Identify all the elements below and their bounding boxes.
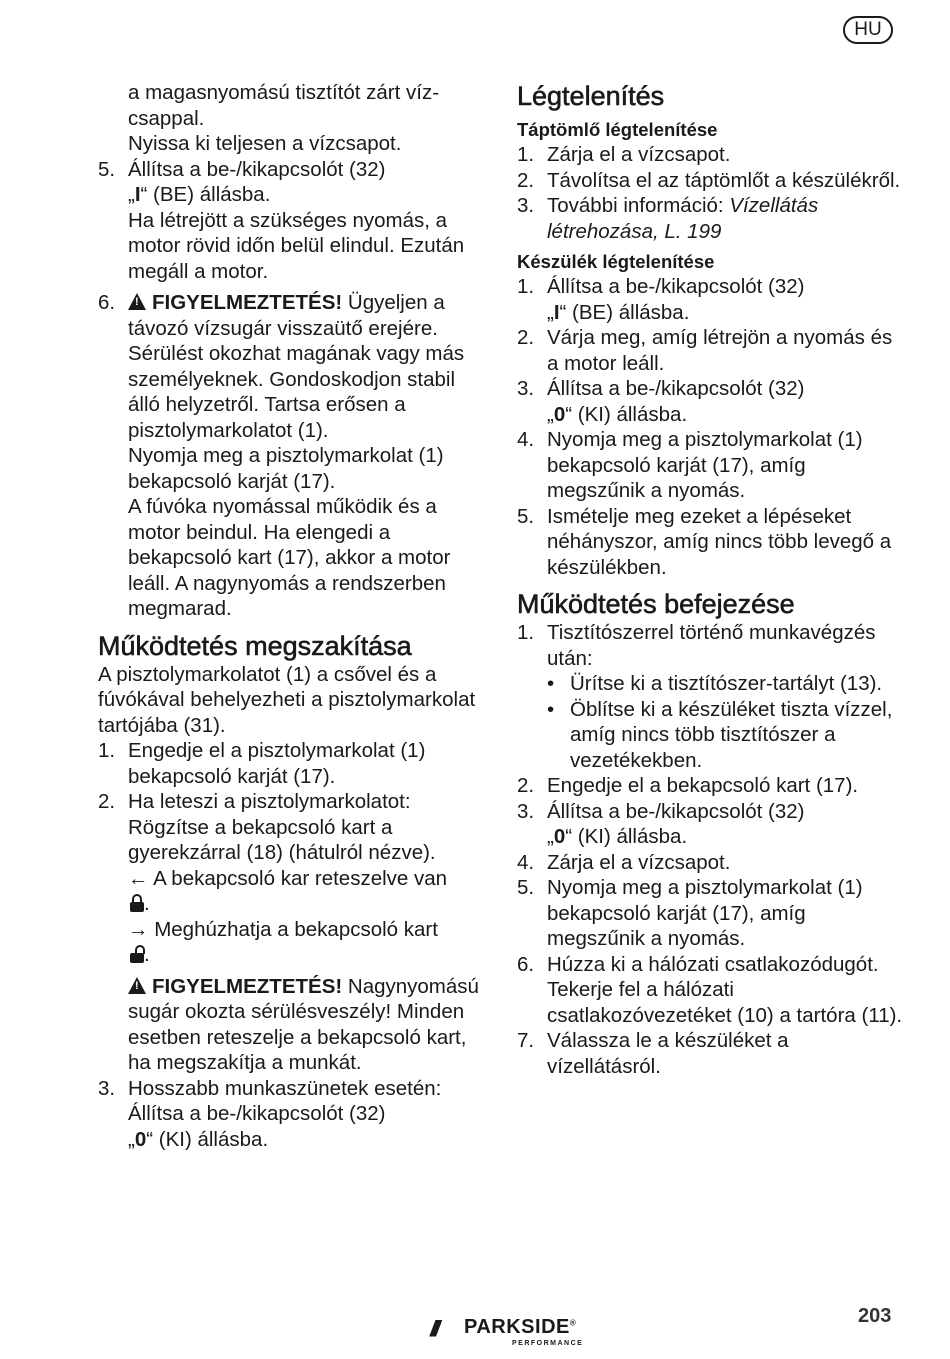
item-number: 6. xyxy=(98,291,116,314)
item-text: Nyomja meg a pisztolymarkolat (1) bekapcsoló karját (17), amíg megszűnik a nyomás. xyxy=(547,876,863,950)
item-number: 7. xyxy=(517,1029,535,1052)
item-text: Engedje el a bekapcsoló kart (17). xyxy=(547,774,859,797)
item-number: 3. xyxy=(98,1076,116,1100)
item-text: Engedje el a pisztolymarkolat (1) bekapcsoló karját (17). xyxy=(128,739,426,788)
list-item xyxy=(98,1076,486,1153)
list-item xyxy=(517,274,905,325)
item-text: Zárja el a vízcsapot. xyxy=(547,850,731,874)
item-text: Ismételje meg ezeket a lépéseket néhányszor, amíg nincs több levegő a készülékben. xyxy=(547,504,892,579)
item-number: 3. xyxy=(517,377,535,400)
list-item xyxy=(517,1028,905,1079)
item-text: Nyomja meg a pisztolymarkolat (1) bekapcsoló karját (17), amíg megszűnik a nyomás. xyxy=(547,428,863,502)
list-item xyxy=(98,157,486,285)
item-text: Hosszabb munkaszünetek esetén: Állítsa a be-/kikapcsolót (32) „0“ (KI) állásba. xyxy=(128,1076,442,1151)
item-number: 6. xyxy=(517,952,535,976)
list-item xyxy=(98,738,486,789)
language-code: HU xyxy=(854,19,882,40)
item-number: 5. xyxy=(517,504,535,528)
parkside-logo xyxy=(430,1313,630,1349)
item-text: Állítsa a be-/kikapcsolót (32) „I“ (BE) állásba. xyxy=(547,275,805,324)
section-heading: Működtetés megszakítása xyxy=(98,630,412,661)
list-item xyxy=(517,168,905,194)
item-number: 3. xyxy=(517,194,535,217)
logo-subtitle: PERFORMANCE xyxy=(512,1340,584,1347)
list-item xyxy=(517,193,905,244)
item-text: A fúvóka nyomással működik és a motor beindul. Ha elengedi a bekapcsoló kart (17), akkor a motor leáll. A nagynyomás a rendszerben megmarad. xyxy=(128,495,451,620)
item-number: 1. xyxy=(517,275,535,298)
list-item xyxy=(517,875,905,952)
item-number: 4. xyxy=(517,428,535,451)
lock-note: ← A bekapcsoló kar reteszelve van . xyxy=(128,866,448,915)
item-number: 1. xyxy=(517,621,535,644)
item-text: Nyomja meg a pisztolymarkolat (1) bekapcsoló karját (17). xyxy=(128,444,444,493)
paragraph: a magasnyomású tisztítót zárt víz-csappal. xyxy=(128,81,440,130)
item-text: Távolítsa el az táptömlőt a készülékről. xyxy=(547,168,901,192)
list-item xyxy=(98,290,486,622)
bullet-icon: • xyxy=(547,672,555,695)
list-item xyxy=(517,427,905,504)
item-text: Ha leteszi a pisztolymarkolatot: Rögzítse a bekapcsoló kart a gyerekzárral (18) (hátulról nézve). xyxy=(128,790,436,864)
list-item xyxy=(517,799,905,850)
list-item xyxy=(517,325,905,376)
item-number: 1. xyxy=(517,143,535,166)
logo-slashes: /// xyxy=(430,1316,437,1341)
lock-closed-icon xyxy=(130,902,144,912)
right-column xyxy=(517,80,905,1079)
list-item xyxy=(517,376,905,427)
warning-icon xyxy=(128,977,146,994)
item-number: 5. xyxy=(98,157,116,181)
section-heading: Légtelenítés xyxy=(517,81,665,111)
bullet-icon: • xyxy=(547,697,555,721)
warning-text: !FIGYELMEZTETÉS! Nagynyomású sugár okozta sérülésveszély! Minden esetben reteszelje a bekapcsoló kart, ha megszakítja a munkát. xyxy=(128,974,486,1076)
paragraph: Nyissa ki teljesen a vízcsapot. xyxy=(128,132,402,155)
warning-text: ! FIGYELMEZTETÉS! Ügyeljen a távozó vízsugár visszaütő erejére. Sérülést okozhat magának vagy más személyeknek. Gondoskodjon stabil álló helyzetről. Tartsa erősen a pisztolymarkolatot (1). xyxy=(128,290,486,443)
list-item xyxy=(517,773,905,799)
warning-icon xyxy=(128,293,146,310)
unlock-note: → Meghúzhatja a bekapcsoló kart . xyxy=(128,917,438,966)
item-number: 3. xyxy=(517,799,535,823)
arrow-right-icon: → xyxy=(128,917,149,941)
item-number: 5. xyxy=(517,876,535,899)
item-number: 1. xyxy=(98,739,116,762)
item-number: 2. xyxy=(98,790,116,813)
item-text: Állítsa a be-/kikapcsolót (32) „0“ (KI) állásba. xyxy=(547,799,805,848)
item-text: További információ: Vízellátás létrehozása, L. 199 xyxy=(547,194,819,243)
item-text: Húzza ki a hálózati csatlakozódugót. Tekerje fel a hálózati csatlakozóvezetéket (10) a tartóra (11). xyxy=(547,952,903,1027)
logo-brand: PARKSIDE® xyxy=(464,1316,577,1338)
item-text: Zárja el a vízcsapot. xyxy=(547,143,731,166)
list-item xyxy=(517,850,905,876)
item-text: Tisztítószerrel történő munkavégzés után: xyxy=(547,621,876,670)
lock-open-icon xyxy=(130,953,144,963)
list-item xyxy=(517,620,905,671)
language-badge xyxy=(843,16,893,44)
subsection-heading: Készülék légtelenítése xyxy=(517,251,715,272)
item-text: Ha létrejött a szükséges nyomás, a motor rövid időn belül elindul. Ezután megáll a motor. xyxy=(128,208,465,283)
item-number: 2. xyxy=(517,326,535,349)
list-item xyxy=(98,789,486,1076)
cross-reference[interactable]: Vízellátás létrehozása, L. 199 xyxy=(547,194,819,243)
bullet-item xyxy=(517,697,905,774)
list-item xyxy=(517,504,905,581)
item-text: Állítsa a be-/kikapcsolót (32) „0“ (KI) állásba. xyxy=(547,377,805,426)
item-number: 4. xyxy=(517,850,535,874)
left-column xyxy=(98,80,486,1152)
item-text: Várja meg, amíg létrejön a nyomás és a motor leáll. xyxy=(547,326,893,375)
item-text: Öblítse ki a készüléket tiszta vízzel, amíg nincs több tisztítószer a vezetékekben. xyxy=(570,697,893,772)
item-text: Ürítse ki a tisztítószer-tartályt (13). xyxy=(570,672,883,695)
paragraph: A pisztolymarkolatot (1) a csővel és a fúvókával behelyezheti a pisztolymarkolat tartójába (31). xyxy=(98,662,476,737)
list-item xyxy=(517,952,905,1029)
section-heading: Működtetés befejezése xyxy=(517,589,795,619)
item-number: 2. xyxy=(517,774,535,797)
item-text: Válassza le a készüléket a vízellátásról. xyxy=(547,1029,789,1078)
page-number: 203 xyxy=(858,1305,892,1327)
item-number: 2. xyxy=(517,168,535,192)
list-item xyxy=(517,142,905,168)
item-text: Állítsa a be-/kikapcsolót (32) „I“ (BE) állásba. xyxy=(128,157,386,206)
bullet-item xyxy=(517,671,905,697)
subsection-heading: Táptömlő légtelenítése xyxy=(517,119,718,140)
arrow-left-icon: ← xyxy=(128,866,149,890)
